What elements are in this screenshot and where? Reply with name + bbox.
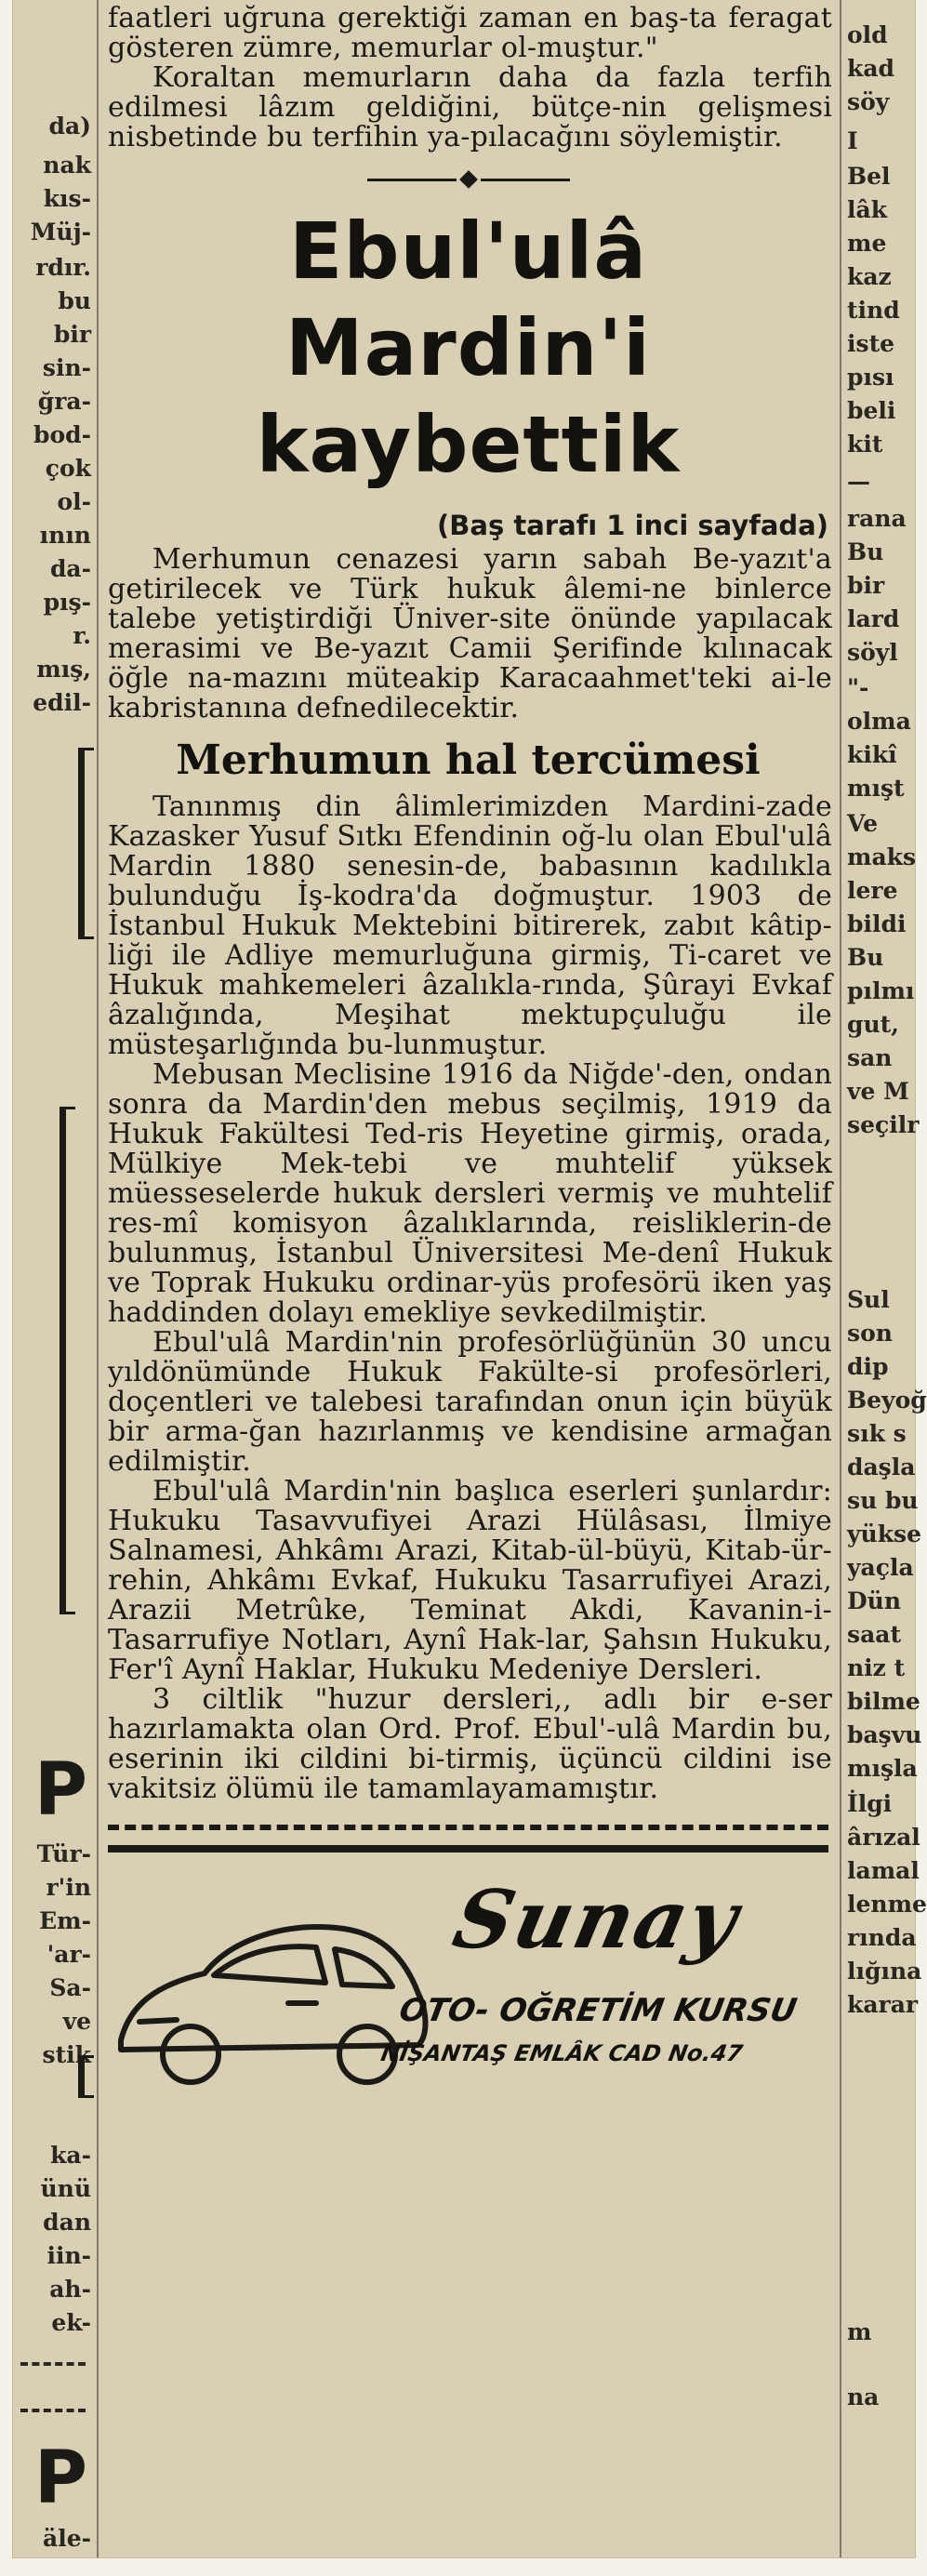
left-fragment: P xyxy=(33,1748,87,1832)
right-fragment: dip xyxy=(847,1353,889,1380)
left-fragment: bu xyxy=(58,287,91,314)
left-fragment: da- xyxy=(49,555,91,582)
right-fragment: karar xyxy=(847,1991,919,2018)
right-fragment: mışt xyxy=(847,775,905,802)
right-fragment: olma xyxy=(847,708,911,735)
left-fragment: stik xyxy=(42,2041,91,2068)
newspaper-clipping xyxy=(13,0,927,2557)
bio-paragraph-4: Ebul'ulâ Mardin'nin başlıca eserleri şunlardır: Hukuku Tasavvufiyei Arazi Hülâsası, İlmiye Salnamesi, Ahkâmı Arazi, Kitab-ül-büyü, Kitab-ür-rehin, Ahkâmı Evkaf, Hukuku Tasarrufiyei Arazi, Arazii Metrûke, Teminat Akdi, Kavanin-i-Tasarrufiye Notları, Aynî Hak-lar, Şahsın Hukuku, Fer'î Aynî Haklar, Hukuku Medeniye Dersleri. xyxy=(108,1475,832,1686)
right-fragment: Beyoğ xyxy=(847,1387,927,1414)
right-fragment: lard xyxy=(847,605,900,632)
left-fragment: çok xyxy=(45,455,91,482)
right-fragment: söyl xyxy=(847,639,898,666)
left-fragment: nak xyxy=(43,152,91,179)
right-fragment: gut, xyxy=(847,1011,899,1038)
article-column xyxy=(99,0,838,2557)
right-fragment: "- xyxy=(847,674,869,701)
left-fragment: da) xyxy=(48,113,91,139)
right-fragment: Sul xyxy=(847,1286,890,1313)
right-fragment: Bu xyxy=(847,538,884,565)
left-fragment: ol- xyxy=(57,488,91,515)
ad-brand-name: Sunay xyxy=(445,1873,748,1967)
right-fragment: Dün xyxy=(847,1587,902,1614)
ad-tagline: OTO- OĞRETİM KURSU xyxy=(396,1992,800,2029)
left-fragment: Sa- xyxy=(49,1974,91,2001)
right-fragment: — xyxy=(847,468,870,495)
right-fragment: ârızal xyxy=(847,1824,920,1851)
right-fragment: Bel xyxy=(847,163,891,190)
right-neighbor-column xyxy=(843,0,927,2557)
right-fragment: kad xyxy=(847,55,895,82)
left-fragment: kıs- xyxy=(43,185,91,212)
right-fragment: tind xyxy=(847,297,900,324)
right-fragment: lığına xyxy=(847,1958,922,1985)
left-fragment: mış, xyxy=(36,656,91,683)
column-rule-right xyxy=(840,0,841,2557)
left-fragment: sin- xyxy=(42,354,91,381)
right-fragment: İlgi xyxy=(847,1790,893,1817)
advertisement xyxy=(102,1864,834,2105)
right-fragment: na xyxy=(847,2383,880,2410)
right-fragment: yaçla xyxy=(847,1554,914,1581)
left-fragment: r. xyxy=(73,622,91,649)
right-fragment: rında xyxy=(847,1924,917,1951)
right-fragment: söy xyxy=(847,88,890,115)
right-fragment: yükse xyxy=(847,1520,922,1547)
left-fragment: P xyxy=(33,2437,87,2520)
right-fragment: su bu xyxy=(847,1487,919,1514)
right-fragment: kikî xyxy=(847,741,897,768)
biography-subheading: Merhumun hal tercümesi xyxy=(176,737,761,784)
section-divider xyxy=(99,173,838,186)
left-dashed-rule xyxy=(20,2409,86,2412)
right-fragment: kit xyxy=(847,431,883,458)
left-fragment: Tür- xyxy=(36,1840,91,1867)
left-dashed-rule xyxy=(20,2362,86,2366)
right-fragment: lâk xyxy=(847,196,888,223)
intro-paragraph-1: faatleri uğruna gerektiği zaman en baş-ta feragat gösteren zümre, memurlar ol-muştur." xyxy=(108,2,832,64)
left-neighbor-column xyxy=(13,0,97,2557)
right-fragment: bir xyxy=(847,572,885,599)
right-fragment: Bu xyxy=(847,944,884,971)
left-fragment: dan xyxy=(43,2209,91,2236)
end-dashed-rule xyxy=(108,1825,828,1830)
right-fragment: lere xyxy=(847,877,898,904)
right-fragment: lenme xyxy=(847,1891,927,1918)
right-fragment: lamal xyxy=(847,1857,920,1884)
left-fragment: bir xyxy=(53,321,91,348)
left-fragment: Em- xyxy=(39,1907,91,1934)
left-fragment: 'ar- xyxy=(46,1941,91,1968)
left-fragment: ünü xyxy=(40,2175,91,2202)
right-fragment: maks xyxy=(847,843,917,870)
right-fragment: pılmı xyxy=(847,977,915,1004)
right-fragment: seçilr xyxy=(847,1111,920,1138)
right-fragment: başvu xyxy=(847,1721,922,1748)
left-column-rule xyxy=(78,2055,94,2098)
right-fragment: niz t xyxy=(847,1654,906,1681)
left-column-rule xyxy=(60,1107,75,1614)
continuation-note: (Baş tarafı 1 inci sayfada) xyxy=(437,510,828,541)
left-fragment: ek- xyxy=(51,2309,91,2336)
left-fragment: r'in xyxy=(46,1874,91,1901)
left-fragment: rdır. xyxy=(35,254,91,281)
right-fragment: m xyxy=(847,2318,872,2345)
end-solid-rule xyxy=(108,1845,828,1852)
left-fragment: ah- xyxy=(49,2276,91,2303)
funeral-paragraph: Merhumun cenazesi yarın sabah Be-yazıt'a getirilecek ve Türk hukuk âlemi-ne binlerce talebe yetiştirdiği Üniver-site önünde yapılacak merasimi ve Be-yazıt Camii Şerifinde kılınacak öğle na-mazını müteakip Karacaahmet'teki ai-le kabristanına defnedilecektir. xyxy=(108,543,832,724)
right-fragment: me xyxy=(847,230,887,257)
right-fragment: I xyxy=(847,127,858,154)
left-fragment: bod- xyxy=(33,421,91,448)
right-fragment: saat xyxy=(847,1621,902,1648)
headline-line-2: kaybettik xyxy=(256,399,681,490)
left-fragment: edil- xyxy=(33,689,91,716)
right-fragment: Ve xyxy=(847,810,879,837)
left-fragment: ının xyxy=(39,522,91,549)
bio-paragraph-2: Mebusan Meclisine 1916 da Niğde'-den, ondan sonra da Mardin'den mebus seçilmiş, 1919 da Hukuk Fakültesi Ted-ris Heyetine girmiş, orada, Mülkiye Mek-tebi ve muhtelif yüksek müesseselerde hukuk dersleri vermiş ve muhtelif res-mî komisyon âzalıklarında, reisliklerin-de bulunmuş, İstanbul Üniversitesi Me-denî Hukuk ve Toprak Hukuku ordinar-yüs profesörü iken yaş haddinden dolayı emekliye sevkedilmiştir. xyxy=(108,1058,832,1329)
right-fragment: bilme xyxy=(847,1688,920,1715)
right-fragment: iste xyxy=(847,330,895,357)
ad-address: NİŞANTAŞ EMLÂK CAD No.47 xyxy=(378,2040,745,2066)
left-fragment: äle- xyxy=(43,2525,91,2552)
left-fragment: pış- xyxy=(43,589,91,616)
right-fragment: sık s xyxy=(847,1420,907,1447)
right-fragment: mışla xyxy=(847,1755,918,1782)
right-fragment: rana xyxy=(847,505,907,532)
bio-paragraph-3: Ebul'ulâ Mardin'nin profesörlüğünün 30 uncu yıldönümünde Hukuk Fakülte-si profesörleri, doçentleri ve talebesi tarafından onun için büyük bir arma-ğan hazırlanmış ve kendisine armağan edilmiştir. xyxy=(108,1326,832,1478)
right-fragment: beli xyxy=(847,397,896,424)
right-fragment: san xyxy=(847,1044,893,1071)
bio-paragraph-5: 3 ciltlik "huzur dersleri,, adlı bir e-ser hazırlamakta olan Ord. Prof. Ebul'-ulâ Mardin bu, eserinin iki cildini bi-tirmiş, üçüncü cildini ise vakitsiz ölümü ile tamamlayamamıştır. xyxy=(108,1683,832,1805)
right-fragment: pısı xyxy=(847,364,894,391)
right-fragment: daşla xyxy=(847,1454,916,1481)
intro-paragraph-2: Koraltan memurların daha da fazla terfih edilmesi lâzım geldiğini, bütçe-nin gelişmesi nisbetinde bu terfihin ya-pılacağını söylemiştir. xyxy=(108,61,832,153)
left-fragment: ve xyxy=(62,2008,91,2035)
right-fragment: ve M xyxy=(847,1078,909,1105)
right-fragment: bildi xyxy=(847,910,907,937)
right-fragment: kaz xyxy=(847,263,892,290)
left-fragment: iin- xyxy=(46,2242,91,2269)
left-fragment: ğra- xyxy=(37,388,91,415)
right-fragment: old xyxy=(847,21,888,48)
right-fragment: son xyxy=(847,1320,893,1347)
headline-line-1: Ebul'ulâ Mardin'i xyxy=(285,206,651,393)
left-fragment: ka- xyxy=(50,2142,91,2169)
left-column-rule xyxy=(78,748,94,939)
bio-paragraph-1: Tanınmış din âlimlerimizden Mardini-zade Kazasker Yusuf Sıtkı Efendinin oğ-lu olan Ebul'ulâ Mardin 1880 senesin-de, babasının kadılıkla bulunduğu İş-kodra'da doğmuştur. 1903 de İstanbul Hukuk Mektebini bitirerek, zabıt kâtip-liği ile Adliye memurluğuna girmiş, Ti-caret ve Hukuk mahkemeleri âzalıkla-rında, Şûrayi Evkaf âzalığında, Meşihat mektupçuluğu ile müsteşarlığında bu-lunmuştur. xyxy=(108,790,832,1061)
left-fragment: Müj- xyxy=(30,219,91,246)
